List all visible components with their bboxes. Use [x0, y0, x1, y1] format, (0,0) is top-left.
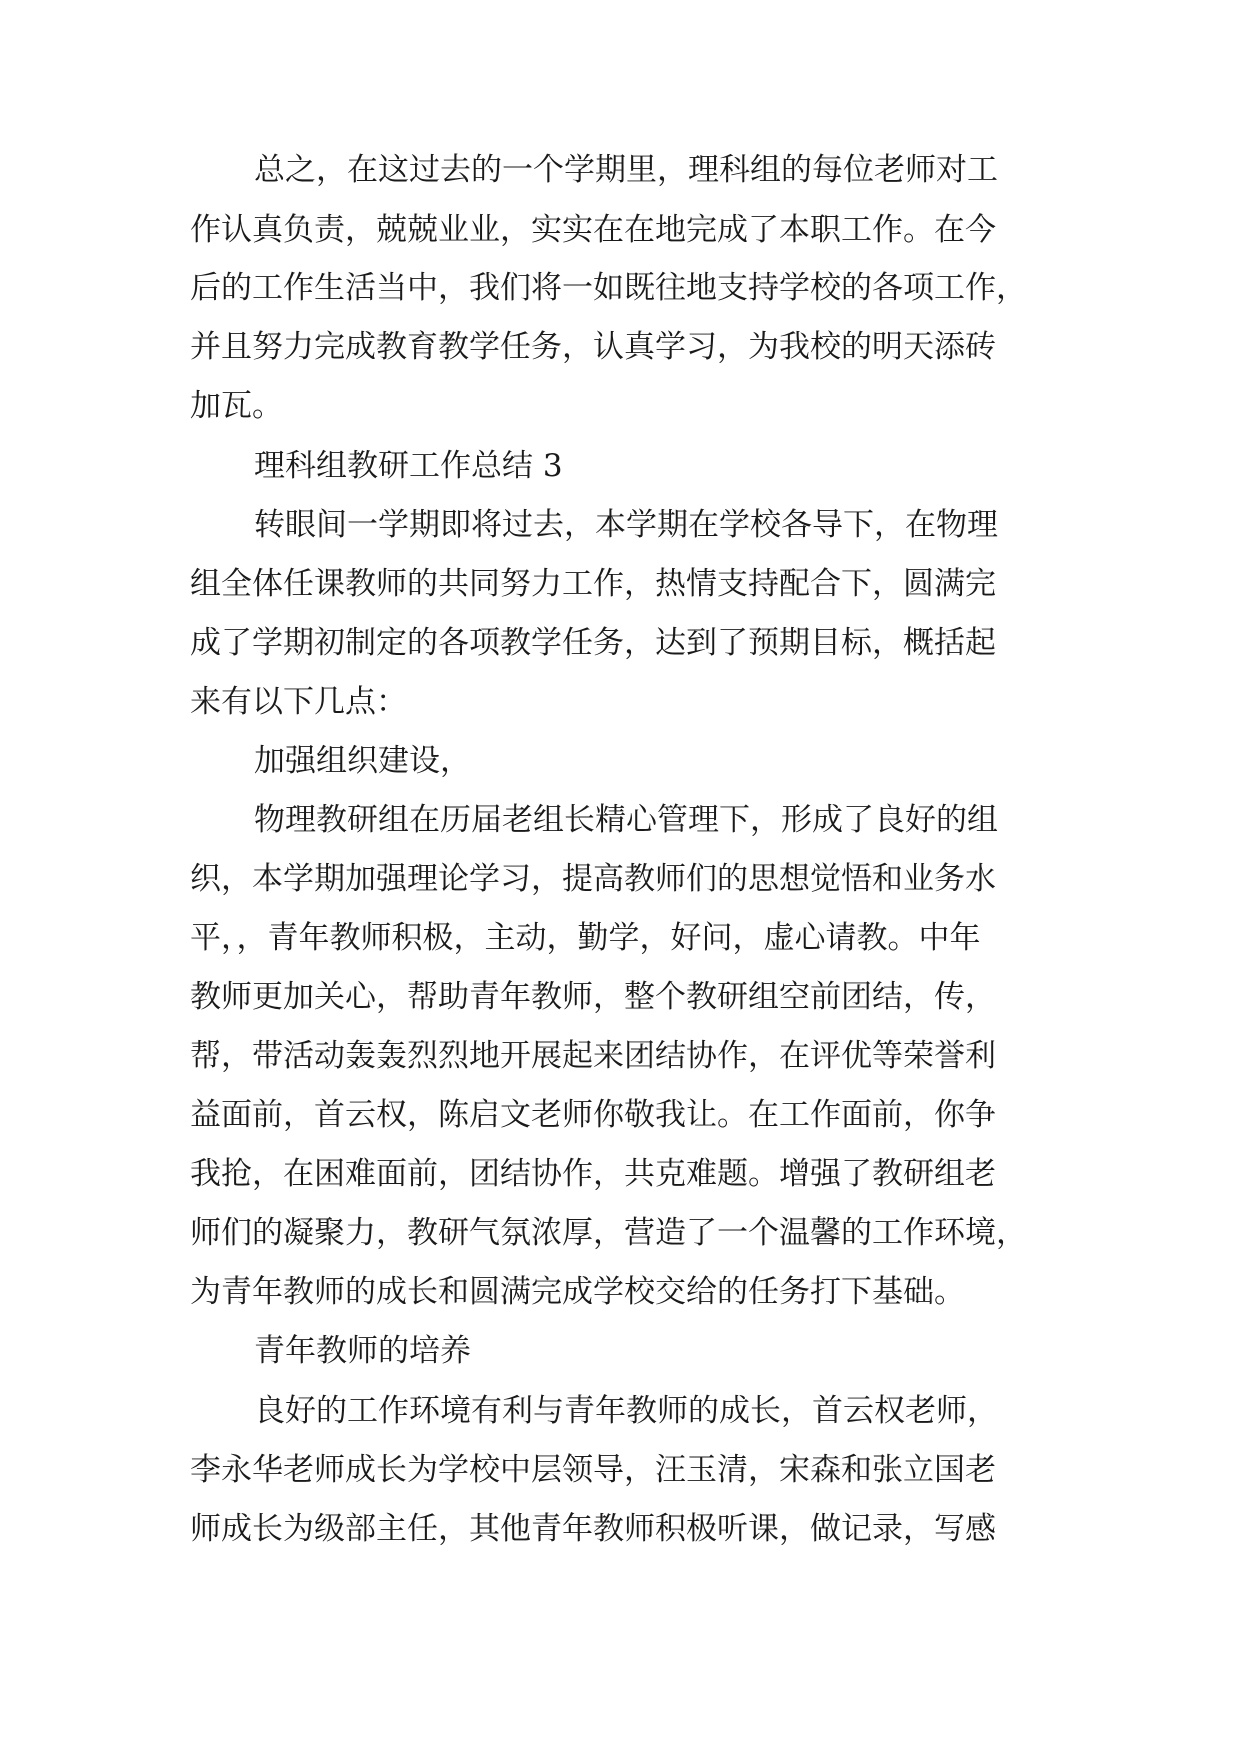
text-line: 并且努力完成教育教学任务，认真学习，为我校的明天添砖	[190, 329, 996, 365]
text-line: 织，本学期加强理论学习，提高教师们的思想觉悟和业务水	[190, 861, 996, 897]
text-line: 师们的凝聚力，教研气氛浓厚，营造了一个温馨的工作环境，	[190, 1215, 1027, 1251]
text-line: 物理教研组在历届老组长精心管理下，形成了良好的组	[254, 802, 998, 838]
text-line: 来有以下几点：	[190, 684, 407, 720]
section-heading: 理科组教研工作总结 3	[254, 448, 563, 484]
text-line: 教师更加关心，帮助青年教师，整个教研组空前团结，传，	[190, 979, 996, 1015]
text-line: 益面前，首云权，陈启文老师你敬我让。在工作面前，你争	[190, 1097, 996, 1133]
text-line: 李永华老师成长为学校中层领导，汪玉清，宋森和张立国老	[190, 1452, 996, 1488]
text-line: 总之，在这过去的一个学期里，理科组的每位老师对工	[254, 152, 998, 188]
text-line: 平，，青年教师积极，主动，勤学，好问，虚心请教。中年	[190, 920, 981, 956]
text-line: 作认真负责，兢兢业业，实实在在地完成了本职工作。在今	[190, 212, 996, 248]
text-line: 为青年教师的成长和圆满完成学校交给的任务打下基础。	[190, 1274, 965, 1310]
text-line: 我抢，在困难面前，团结协作，共克难题。增强了教研组老	[190, 1156, 996, 1192]
text-line: 师成长为级部主任，其他青年教师积极听课，做记录，写感	[190, 1511, 996, 1547]
text-line: 良好的工作环境有利与青年教师的成长，首云权老师，	[254, 1393, 998, 1429]
text-line: 转眼间一学期即将过去，本学期在学校各导下，在物理	[254, 507, 998, 543]
text-line: 后的工作生活当中，我们将一如既往地支持学校的各项工作，	[190, 270, 1027, 306]
subheading: 加强组织建设，	[254, 743, 471, 779]
text-line: 帮，带活动轰轰烈烈地开展起来团结协作，在评优等荣誉利	[190, 1038, 996, 1074]
subheading: 青年教师的培养	[254, 1333, 471, 1369]
text-line: 组全体任课教师的共同努力工作，热情支持配合下，圆满完	[190, 566, 996, 602]
text-line: 成了学期初制定的各项教学任务，达到了预期目标，概括起	[190, 625, 996, 661]
text-line: 加瓦。	[190, 388, 283, 424]
